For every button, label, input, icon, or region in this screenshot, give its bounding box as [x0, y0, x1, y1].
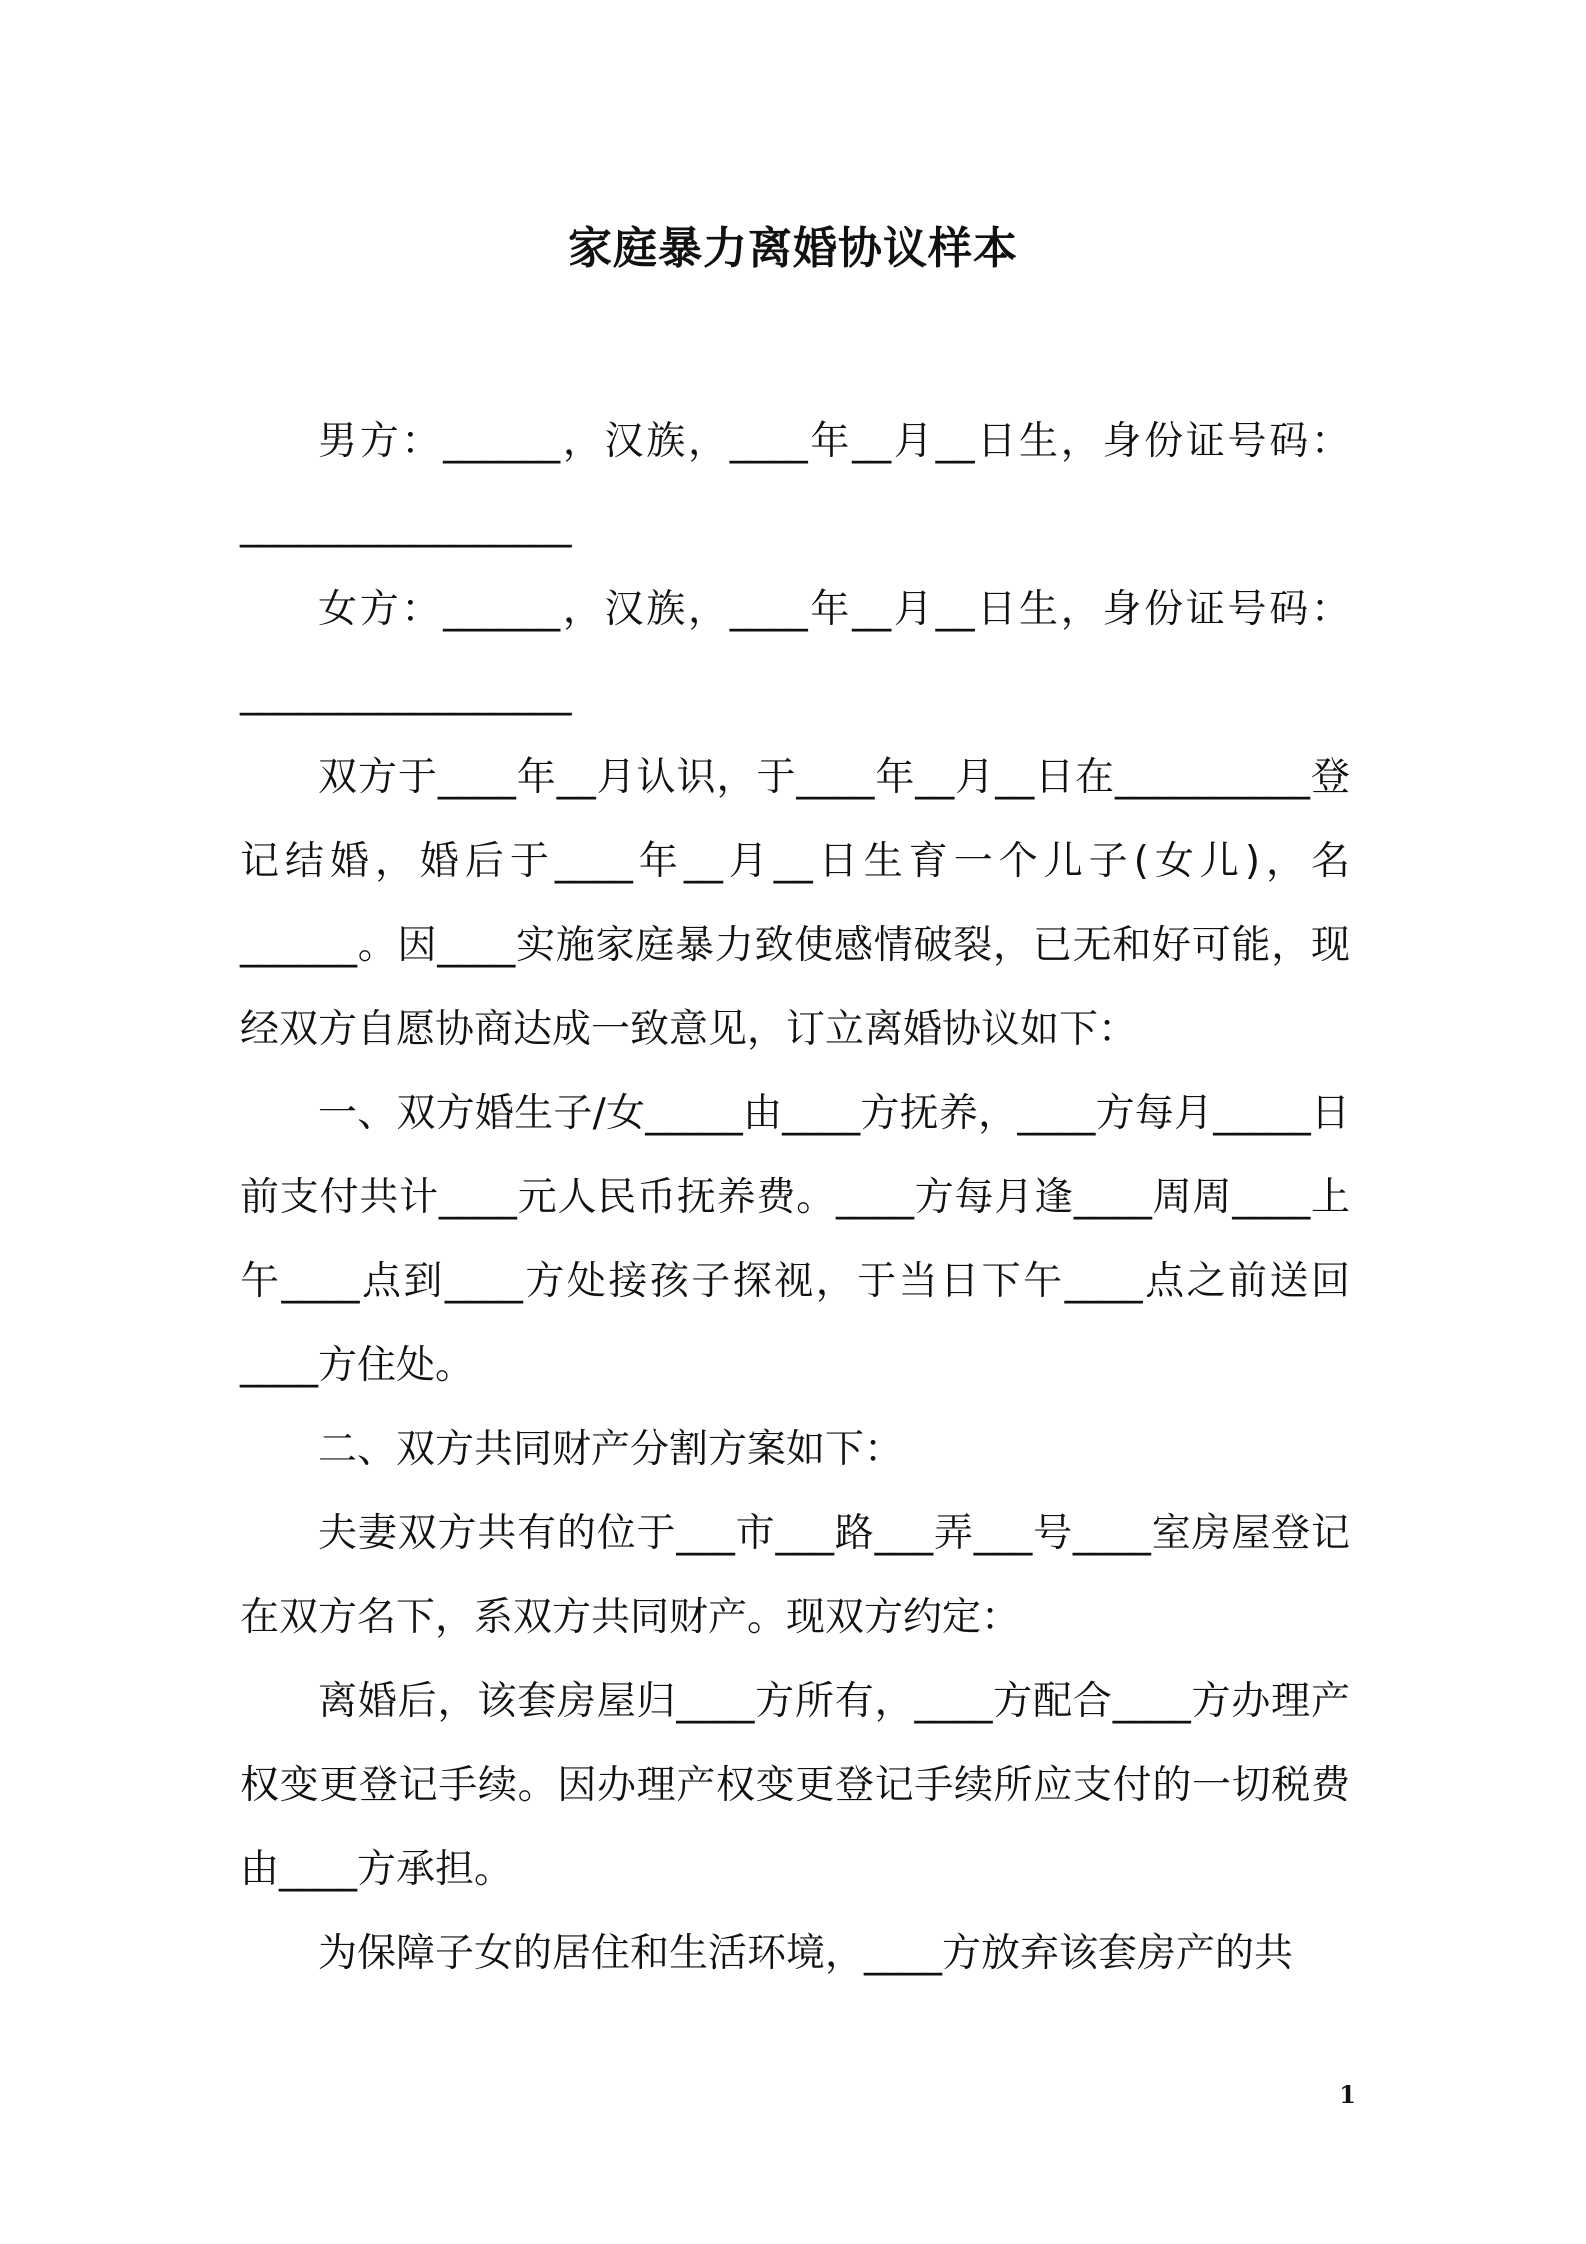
- document-title: 家庭暴力离婚协议样本: [568, 223, 1018, 274]
- paragraph-female-party: 女方：______，汉族，____年__月__日生，身份证号码：_________________: [240, 587, 1350, 716]
- paragraph-male-party: 男方：______，汉族，____年__月__日生，身份证号码：_________________: [240, 419, 1350, 548]
- paragraph-child-residence: 为保障子女的居住和生活环境，____方放弃该套房产的共: [318, 1931, 1294, 1976]
- paragraph-marriage-background: 双方于____年__月认识，于____年__月__日在__________登记结婚，婚后于____年__月__日生育一个儿子(女儿)，名______。因____实施家庭暴力致使感情破裂，已无和好可能，现经双方自愿协商达成一致意见，订立离婚协议如下：: [240, 755, 1350, 1052]
- page-number: 1: [1339, 2080, 1356, 2109]
- document-body: [240, 400, 1350, 1996]
- paragraph-property-transfer: 离婚后，该套房屋归____方所有，____方配合____方办理产权变更登记手续。因办理产权变更登记手续所应支付的一切税费由____方承担。: [240, 1679, 1350, 1892]
- paragraph-property-heading: 二、双方共同财产分割方案如下：: [318, 1427, 904, 1472]
- paragraph-property-house: 夫妻双方共有的位于___市___路___弄___号____室房屋登记在双方名下，系双方共同财产。现双方约定：: [240, 1511, 1350, 1640]
- paragraph-child-custody: 一、双方婚生子/女_____由____方抚养，____方每月_____日前支付共计____元人民币抚养费。____方每月逢____周周____上午____点到____方处接孩子探视，于当日下午____点之前送回____方住处。: [240, 1091, 1350, 1388]
